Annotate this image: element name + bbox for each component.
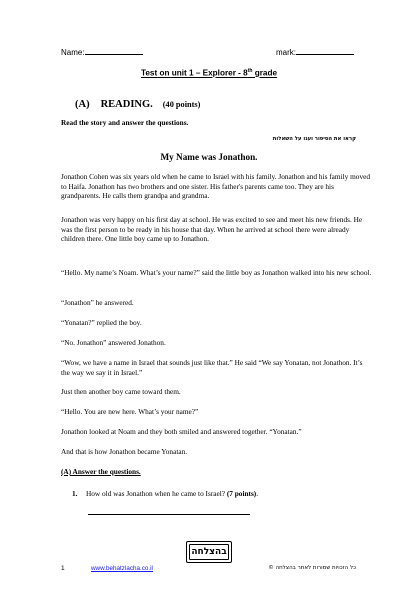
story-paragraph-1: Jonathon Cohen was six years old when he came to Israel with his family. Jonathon and his family moved to Haifa. Jonathon has two brothers and one sister. His father's parents came too. They are his grandparents. He calls them grandpa and grandma. xyxy=(61,172,370,201)
question-1-end: . xyxy=(256,489,259,498)
story-paragraph-6: “No. Jonathon” answered Jonathon. xyxy=(61,338,166,347)
section-heading xyxy=(75,94,200,112)
story-paragraph-7: “Wow, we have a name in Israel that sounds just like that.” He said “We say Yonatan, not Jonathon. It’s the way we say it in Israel.” xyxy=(61,358,363,377)
section-points: (40 points) xyxy=(162,100,201,109)
section-name: READING. xyxy=(100,99,153,110)
logo-text: בהצלחה xyxy=(191,547,227,557)
story-paragraph-3: “Hello. My name’s Noam. What’s your name?” said the little boy as Jonathon walked into his new school. xyxy=(61,268,372,277)
story-paragraph-11: And that is how Jonathon became Yonatan. xyxy=(61,447,188,456)
title-superscript: th xyxy=(247,68,253,74)
mark-label: mark: xyxy=(276,48,296,57)
story-paragraph-2: Jonathon was very happy on his first day at school. He was excited to see and meet his new friends. He was the first person to be ready in his house that day. When he arrived at school there were already children there. One little boy came up to Jonathon. xyxy=(61,215,363,244)
question-1 xyxy=(72,489,258,498)
name-label: Name: xyxy=(61,48,85,57)
instructions-english: Read the story and answer the questions. xyxy=(61,118,189,127)
story-paragraph-8: Just then another boy came toward them. xyxy=(61,387,181,396)
footer-url-link[interactable]: www.behatzlacha.co.il xyxy=(91,565,153,572)
question-1-answer-line[interactable] xyxy=(88,514,250,515)
mark-blank-line[interactable] xyxy=(296,54,354,55)
instructions-hebrew: קראו את הסיפור וענו על השאלות xyxy=(272,136,356,142)
questions-heading: (A) Answer the questions. xyxy=(61,467,141,476)
story-title: My Name was Jonathon. xyxy=(160,152,258,162)
story-paragraph-4: “Jonathon” he answered. xyxy=(61,298,134,307)
story-paragraph-5: “Yonatan?” replied the boy. xyxy=(61,318,142,327)
question-1-text: How old was Jonathon when he came to Israel? xyxy=(86,489,227,498)
section-letter: (A) xyxy=(75,99,90,110)
mark-field[interactable] xyxy=(276,48,354,57)
question-1-points: (7 points) xyxy=(226,489,257,498)
behatzlacha-logo xyxy=(186,541,232,563)
title-end: grade xyxy=(252,68,278,78)
test-title xyxy=(0,68,418,78)
page-number: 1 xyxy=(61,565,65,572)
title-main: Test on unit 1 – Explorer - 8 xyxy=(140,68,248,78)
story-paragraph-9: “Hello. You are new here. What’s your name?” xyxy=(61,407,199,416)
name-field[interactable] xyxy=(61,48,143,57)
question-1-number: 1. xyxy=(72,489,78,498)
footer-copyright: כל הזכויות שמורות לאתר בהצלחה © xyxy=(268,565,356,571)
story-paragraph-10: Jonathon looked at Noam and they both smiled and answered together. “Yonatan.” xyxy=(61,427,302,436)
name-blank-line[interactable] xyxy=(85,54,143,55)
